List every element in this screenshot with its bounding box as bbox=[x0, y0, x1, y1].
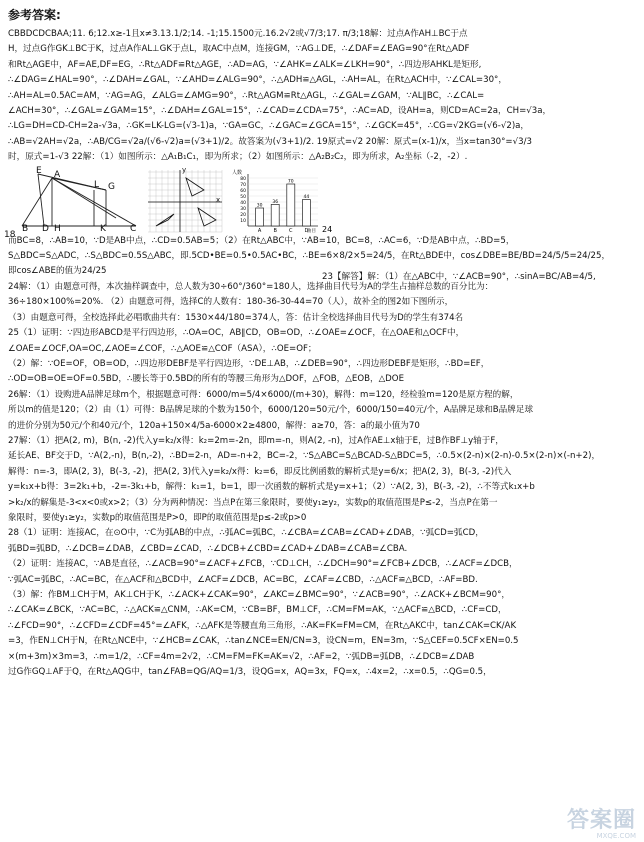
text-line: ∴∠DAG=∠HAL=90°，∴∠DAH=∠GAL，∵∠AHD=∠ALG=90°，∴△ADH≌△AGL，∴AH=AL，在Rt△ACH中，∵∠CAL=30°， bbox=[8, 75, 507, 86]
y-tick-label: 20 bbox=[240, 212, 246, 218]
text-line: 时，原式=1-√3 22解：（1）如图所示：△A₁B₁C₁，即为所求；（2）如图所示：△A₂B₂C₂，即为所求，A₂坐标（-2，-2）. bbox=[8, 152, 468, 163]
point-label: E bbox=[36, 165, 42, 176]
y-axis-label: 人数 bbox=[232, 169, 243, 176]
text-line: 的进价分别为50元/个和40元/个，120a+150×4/5a-6000×2≥4800，解得：a≥70，答：a的最小值为70 bbox=[8, 420, 420, 431]
axis-x-label: x bbox=[216, 195, 221, 204]
point-label: K bbox=[100, 223, 106, 234]
y-tick-label: 60 bbox=[240, 188, 246, 194]
y-tick-label: 30 bbox=[240, 206, 246, 212]
bar bbox=[271, 204, 279, 226]
text-line: ∴LG=DH=CD-CH=2a-√3a，∴GK=LK-LG=(√3-1)a，∵GA=GC，∴∠GAC=∠GCA=15°，∴∠GCK=45°，∴CG=√2KG=(√6-√2)a， bbox=[8, 121, 530, 132]
point-label: C bbox=[130, 223, 137, 234]
x-tick-label: D bbox=[304, 227, 309, 234]
text-line: 过G作GQ⊥AF于Q，在Rt△AQG中，tan∠FAB=QG/AQ=1/3，设QG=x，AQ=3x，FQ=x，∴4x=2，∴x=0.5，∴QG=0.5， bbox=[8, 667, 492, 678]
x-tick-label: A bbox=[257, 227, 262, 234]
x-tick-label: C bbox=[289, 227, 293, 234]
figure-18 bbox=[4, 165, 140, 240]
text-line: 所以m的值是120；（2）由（1）可得：B品牌足球的个数为150个，6000/120=50元/个，6000/150=40元/个，A品牌足球和B品牌足球 bbox=[8, 405, 534, 416]
point-label: G bbox=[108, 181, 115, 192]
point-label: L bbox=[94, 179, 100, 190]
text-line: 延长AE、BF交于D，∵A(2,-n)，B(n,-2)，∴BD=2-n，AD=-n+2，BC=-2，∵S△ABC=S△BCAD-S△BDC=5，∴0.5×(2-n)×(2-n)-0.5×(2-n)×(-n+2)， bbox=[8, 451, 601, 462]
data-label: 36 bbox=[272, 199, 279, 205]
text-line: 弧BD=弧BD，∴∠DCB=∠DAB，∠CBD=∠CAD，∴∠DCB+∠CBD=∠CAD+∠DAB=∠CAB=∠CBA. bbox=[8, 543, 408, 554]
text-line: CBBDCDCBAA;11. 6;12.x≥-1且x≠3.13.1/2;14. -1;15.1500元.16.2√2或√7/3;17. π/3;18解：过点A作AH⊥BC于点 bbox=[8, 29, 468, 39]
figure-number: 24 bbox=[322, 224, 333, 234]
y-tick-label: 70 bbox=[240, 182, 246, 188]
text-line: 解得：n=-3，即A(2, 3)，B(-3, -2)，把A(2, 3)代入y=k₂/x得：k₂=6，即反比例函数的解析式是y=6/x；把A(2, 3)，B(-3, -2)代入 bbox=[8, 466, 512, 477]
text-line: 23【解答】解：（1）在△ABC中，∵∠ACB=90°，∴sinA=BC/AB=4/5, bbox=[322, 272, 596, 282]
figure-row bbox=[4, 165, 636, 240]
text-line: y=k₁x+b得：3=2k₁+b，-2=-3k₁+b，解得：k₁=1，b=1，即一次函数的解析式是y=x+1；（2）∵A(2, 3)，B(-3, -2)，∴不等式k₁x+b bbox=[8, 482, 535, 493]
figure-number: 18 bbox=[4, 229, 16, 240]
text-line: 象限时，要使y₁≥y₂，实数p的取值范围是P>0，即P的取值范围是p≤-2或p>0 bbox=[8, 512, 307, 523]
text-line: ∴AH=AL=0.5AC=AM，∵AG=AG，∠ALG=∠AMG=90°，∴Rt△AGM≌Rt△AGL，∴∠GAL=∠GAM，∵AL∥BC，∴∠CAL= bbox=[8, 90, 485, 101]
watermark-sub: MXQE.COM bbox=[596, 832, 636, 840]
text-line: ×(m+3m)×3m=3，∴m=1/2，∴CF=4m=2√2，∴CM=FM=FK=AK=√2，∴AF=2，∵弧DB=弧DB，∴∠DCB=∠DAB bbox=[8, 651, 475, 662]
text-line: >k₂/x的解集是-3<x<0或x>2；（3）分为两种情况：当点P在第三象限时，要使y₁≥y₂，实数p的取值范围是P≤-2，当点P在第一 bbox=[8, 497, 498, 508]
text-line: 即cos∠ABE的值为24/25 bbox=[8, 266, 107, 277]
y-tick-label: 40 bbox=[240, 200, 246, 206]
point-label: D bbox=[42, 223, 49, 234]
data-label: 30 bbox=[256, 203, 263, 209]
answer-block-bottom bbox=[8, 234, 636, 681]
figure-22 bbox=[146, 165, 224, 234]
text-line: ∠OAE=∠OCF,OA=OC,∠AOE=∠COF，∴△AOE≌△COF（ASA），∴OE=OF； bbox=[8, 343, 317, 354]
text-line: 28（1）证明：连接AC，在⊙O中，∵C为弧AB的中点，∴弧AC=弧BC，∴∠CBA=∠CAB=∠CAD+∠DAB，∵弧CD=弧CD， bbox=[8, 528, 484, 539]
bar-chart bbox=[230, 168, 333, 234]
text-line: ∵弧AC=弧BC，∴AC=BC，在△ACF和△BCD中，∠ACF=∠DCB，AC=BC，∠CAF=∠CBD，∴△ACF≌△BCD，∴AF=BD. bbox=[8, 574, 478, 585]
bar bbox=[287, 184, 295, 226]
point-label: A bbox=[54, 169, 61, 180]
watermark-logo bbox=[528, 802, 636, 840]
data-label: 44 bbox=[303, 194, 310, 200]
text-line: （3）解：作BM⊥CH于M，AK⊥CH于K，∴∠ACK+∠CAK=90°，∠AKC=∠BMC=90°，∵∠ACB=90°，∴∠ACK+∠BCM=90°， bbox=[8, 590, 511, 600]
x-tick-label: B bbox=[273, 227, 277, 234]
text-line: 25（1）证明：∵四边形ABCD是平行四边形，∴OA=OC，AB∥CD，OB=OD，∴∠OAE=∠OCF，在△OAE和△OCF中， bbox=[8, 328, 465, 339]
text-line: 而BC=8，∴AB=10，∵D是AB中点，∴CD=0.5AB=5；（2）在Rt△ABC中，∵AB=10，BC=8，∴AC=6，∵D是AB中点，∴BD=5， bbox=[8, 235, 515, 246]
text-line: 和Rt△AGE中，AF=AE,DF=EG，∴Rt△ADF≌Rt△AGE，∴AD=AG，∵∠AHK=∠ALK=∠LKH=90°，∴四边形AHKL是矩形, bbox=[8, 59, 482, 70]
text-line: ∴OD=OB=OE=OF=0.5BD，∴腰长等于0.5BD的所有的等腰三角形为△DOF，△FOB，△EOB，△DOE bbox=[8, 374, 404, 385]
text-line: ∴∠FCD=90°，∴∠CFD=∠CDF=45°=∠AFK，∴△AFK是等腰直角三角形，∴AK=FK=FM=CM，在Rt△AKC中，tan∠CAK=CK/AK bbox=[8, 620, 517, 631]
text-line: =3，作EN⊥CH于N，在Rt△NCE中，∵∠HCB=∠CAK，∴tan∠NCE=EN/CN=3，设CN=m，EN=3m，∵S△CEF=0.5CF×EN=0.5 bbox=[8, 636, 519, 647]
figure-24 bbox=[230, 168, 333, 234]
answer-title: 参考答案: bbox=[8, 8, 61, 22]
text-line: ∠ACH=30°，∴∠GAL=∠GAM=15°，∴∠DAH=∠GAL=15°，∴∠CAD=∠CDA=75°，∴AC=AD，设AH=a，则CD=AC=2a，CH=√3a， bbox=[8, 106, 552, 117]
axis-y-label: y bbox=[182, 165, 187, 174]
answer-block-top bbox=[8, 27, 636, 166]
watermark-text: 答案圈 bbox=[566, 808, 636, 833]
data-label: 70 bbox=[287, 179, 294, 185]
bar bbox=[256, 208, 264, 226]
text-line: 26解：（1）设购进A品牌足球m个，根据题意可得：6000/m=5/4×6000/(m+30)，解得：m=120，经检验m=120是原方程的解， bbox=[8, 389, 519, 400]
text-line: ∴∠CAK=∠BCK，∵AC=BC，∴△ACK≌△CNM，∴AK=CM，∵CB=BF，BM⊥CF，∴CM=FM=AK，∵△ACF≌△BCD，∴CF=CD， bbox=[8, 605, 507, 616]
text-line: H，过点G作GK⊥BC于K，过点A作AL⊥GK于点L，取AC中点M，连接GM，∵AG⊥DE，∴∠DAF=∠EAG=90°在Rt△ADF bbox=[8, 44, 470, 55]
text-line: （3）由题意可得，全校选择此必唱歌曲共有：1530×44/180=374人，答：估计全校选择曲目代号为D的学生有374名 bbox=[8, 312, 464, 323]
text-line: 24解：（1）由题意可得，本次抽样调查中，总人数为30÷60°/360°=180人，选择曲目代号为A的学生占抽样总数的百分比为： bbox=[8, 281, 494, 292]
text-line: （2）证明：连接AC，∵AB是直径，∴∠ACB=90°=∠ACF+∠FCB，∵CD⊥CH，∴∠DCH=90°=∠FCB+∠DCB，∴∠ACF=∠DCB， bbox=[8, 559, 518, 570]
x-axis-label: 曲目 bbox=[307, 228, 316, 234]
text-line: S△BDC=S△ADC，∴S△BDC=0.5S△ABC，即.5CD•BE=0.5•0.5AC•BC，∴BE=6×8/2×5=24/5，在Rt△BDE中，cos∠DBE=BE/BD=24/5/5=24/25， bbox=[8, 251, 611, 262]
text-line: 36÷180×100%=20%. （2）由题意可得，选择C的人数有：180-36-30-44=70（人），故补全的图2如下图所示， bbox=[8, 297, 454, 308]
point-label: B bbox=[22, 223, 29, 234]
point-label: H bbox=[54, 223, 61, 234]
text-line: 27解：（1）把A(2, m)，B(n, -2)代入y=k₂/x得：k₂=2m=-2n，即m=-n，则A(2, -n)，过A作AE⊥x轴于E，过B作BF⊥y轴于F， bbox=[8, 435, 504, 446]
bar bbox=[302, 199, 310, 225]
y-tick-label: 50 bbox=[240, 194, 246, 200]
grid-figure bbox=[146, 165, 224, 234]
y-tick-label: 10 bbox=[240, 218, 246, 224]
text-line: ∴AB=√2AH=√2a，∴AB/CG=√2a/(√6-√2)a=(√3+1)/2。故答案为(√3+1)/2. 19原式=√2 20解：原式=(x-1)/x，当x=tan30°=√3/3 bbox=[8, 136, 532, 147]
y-tick-label: 80 bbox=[240, 176, 246, 182]
text-line: （2）解：∵OE=OF，OB=OD，∴四边形DEBF是平行四边形，∵DE⊥AB，∴∠DEB=90°，∴四边形DEBF是矩形，∴BD=EF， bbox=[8, 358, 490, 369]
